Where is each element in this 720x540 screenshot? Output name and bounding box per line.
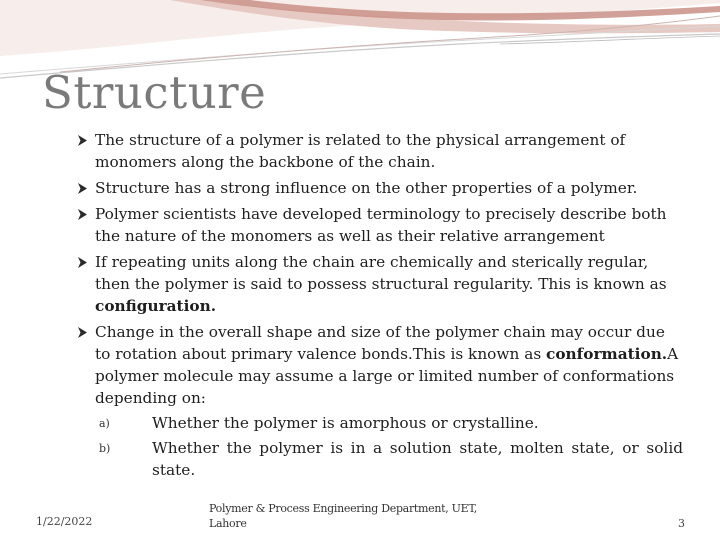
footer-department: Polymer & Process Engineering Department, UET, Lahore (209, 502, 477, 530)
bullet-text: If repeating units along the chain are chemically and sterically regular, then the polymer is said to possess structural regularity. This is known as (95, 253, 667, 293)
sub-item-marker: a) (99, 417, 110, 430)
slide-title: Structure (42, 66, 267, 119)
slide-content (77, 129, 683, 485)
sub-item-text: Whether the polymer is amorphous or crystalline. (152, 414, 539, 432)
sub-item-text: Whether the polymer is in a solution state, molten state, or solid state. (152, 439, 683, 479)
bullet-text: Change in the overall shape and size of the polymer chain may occur due to rotation about primary valence bonds.This is known as (95, 323, 665, 363)
bullet-item-4 (77, 251, 683, 317)
bullet-text-tail: A polymer molecule may assume a large or limited number of conformations depending on: (95, 345, 679, 407)
sub-item-b (95, 437, 683, 481)
footer-date: 1/22/2022 (36, 515, 93, 528)
conformation-term: conformation. (546, 345, 668, 363)
page-number: 3 (678, 517, 685, 530)
bullet-text: Structure has a strong influence on the other properties of a polymer. (95, 179, 638, 197)
bullet-item-5 (77, 321, 683, 481)
arrowhead-bullet-icon (77, 129, 91, 151)
arrowhead-bullet-icon (77, 203, 91, 225)
bullet-text: The structure of a polymer is related to the physical arrangement of monomers along the backbone of the chain. (95, 131, 626, 171)
sub-item-marker: b) (99, 442, 111, 455)
sub-item-a (95, 412, 683, 434)
arrowhead-bullet-icon (77, 321, 91, 343)
bullet-item-1 (77, 129, 683, 173)
bullet-item-2 (77, 177, 683, 199)
arrowhead-bullet-icon (77, 251, 91, 273)
bullet-text: Polymer scientists have developed terminology to precisely describe both the nature of the monomers as well as their relative arrangement (95, 205, 667, 245)
arrowhead-bullet-icon (77, 177, 91, 199)
configuration-term: configuration. (95, 297, 217, 315)
bullet-item-3 (77, 203, 683, 247)
